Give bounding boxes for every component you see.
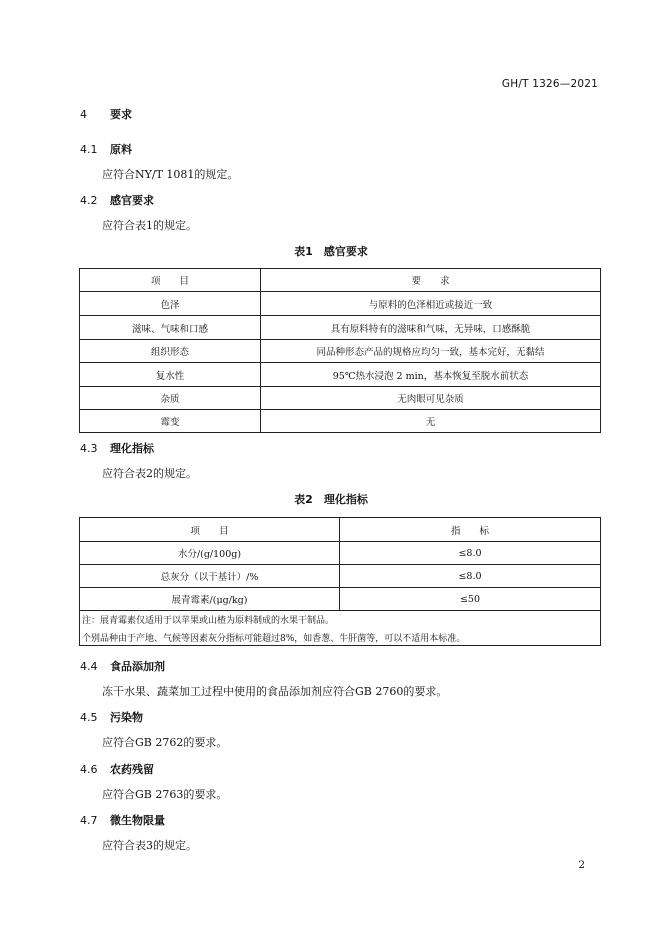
table-note: 个别品种由于产地、气候等因素灰分指标可能超过8%，如香葱、牛肝菌等，可以不适用本标准。 [82, 633, 466, 644]
section-number: 4 [80, 108, 87, 121]
section-4-7-heading [80, 812, 165, 828]
section-4-7-body: 应符合表3的规定。 [102, 839, 197, 852]
section-number: 4.3 [80, 442, 98, 455]
section-number: 4.5 [80, 711, 98, 724]
table-header-row [80, 518, 601, 542]
section-4-2-body: 应符合表1的规定。 [102, 219, 197, 232]
section-title: 理化指标 [110, 442, 154, 455]
section-title: 要求 [110, 108, 132, 121]
table-row [80, 292, 601, 316]
table-notes-row [80, 611, 601, 646]
section-number: 4.1 [80, 143, 98, 156]
section-title: 污染物 [110, 711, 143, 724]
section-title: 农药残留 [110, 763, 154, 776]
section-4-5-body: 应符合GB 2762的要求。 [102, 736, 228, 749]
physicochemical-indicators-table [79, 517, 601, 646]
section-4-1-heading [80, 141, 132, 157]
table-notes [80, 611, 601, 646]
table-cell: 霉变 [80, 410, 261, 433]
table-row [80, 363, 601, 387]
table-cell: ≤8.0 [340, 565, 601, 588]
page-number: 2 [578, 859, 585, 871]
section-4-4-heading [80, 658, 165, 674]
table-cell: 水分/(g/100g) [80, 542, 340, 565]
section-number: 4.6 [80, 763, 98, 776]
table-header-row [80, 269, 601, 292]
table-1-caption: 表1 感官要求 [294, 245, 368, 258]
section-number: 4.2 [80, 194, 98, 207]
table-note: 注：展青霉素仅适用于以苹果或山楂为原料制成的水果干制品。 [82, 615, 335, 626]
table-cell: ≤50 [340, 588, 601, 611]
table-cell: ≤8.0 [340, 542, 601, 565]
section-number: 4.7 [80, 814, 98, 827]
table-row [80, 340, 601, 363]
section-title: 感官要求 [110, 194, 154, 207]
column-header-item: 项 目 [80, 269, 261, 292]
section-4-6-body: 应符合GB 2763的要求。 [102, 788, 228, 801]
table-row [80, 588, 601, 611]
table-cell: 与原料的色泽相近或接近一致 [261, 292, 601, 316]
column-header-item: 项 目 [80, 518, 340, 542]
table-row [80, 410, 601, 433]
table-row [80, 542, 601, 565]
table-cell: 总灰分（以干基计）/% [80, 565, 340, 588]
table-row [80, 387, 601, 410]
section-number: 4.4 [80, 660, 98, 673]
section-title: 微生物限量 [110, 814, 165, 827]
sensory-requirements-table [79, 268, 601, 433]
table-cell: 杂质 [80, 387, 261, 410]
section-4-1-body: 应符合NY/T 1081的规定。 [102, 168, 239, 181]
table-cell: 展青霉素/(μg/kg) [80, 588, 340, 611]
column-header-requirement: 要 求 [261, 269, 601, 292]
table-cell: 滋味、气味和口感 [80, 316, 261, 340]
section-4-3-body: 应符合表2的规定。 [102, 467, 197, 480]
section-4-2-heading [80, 192, 154, 208]
table-cell: 具有原料特有的滋味和气味，无异味，口感酥脆 [261, 316, 601, 340]
section-title: 食品添加剂 [110, 660, 165, 673]
table-row [80, 316, 601, 340]
section-4-6-heading [80, 761, 154, 777]
table-cell: 同品种形态产品的规格应均匀一致，基本完好，无黏结 [261, 340, 601, 363]
table-cell: 色泽 [80, 292, 261, 316]
table-cell: 无肉眼可见杂质 [261, 387, 601, 410]
table-2-caption: 表2 理化指标 [294, 493, 368, 506]
section-4-5-heading [80, 709, 143, 725]
column-header-indicator: 指 标 [340, 518, 601, 542]
table-cell: 95℃热水浸泡 2 min，基本恢复至脱水前状态 [261, 363, 601, 387]
document-code-header: GH/T 1326—2021 [501, 78, 598, 90]
section-4-heading [80, 106, 132, 122]
table-row [80, 565, 601, 588]
section-4-3-heading [80, 440, 154, 456]
section-4-4-body: 冻干水果、蔬菜加工过程中使用的食品添加剂应符合GB 2760的要求。 [102, 685, 448, 698]
section-title: 原料 [110, 143, 132, 156]
table-cell: 无 [261, 410, 601, 433]
table-cell: 复水性 [80, 363, 261, 387]
table-cell: 组织形态 [80, 340, 261, 363]
